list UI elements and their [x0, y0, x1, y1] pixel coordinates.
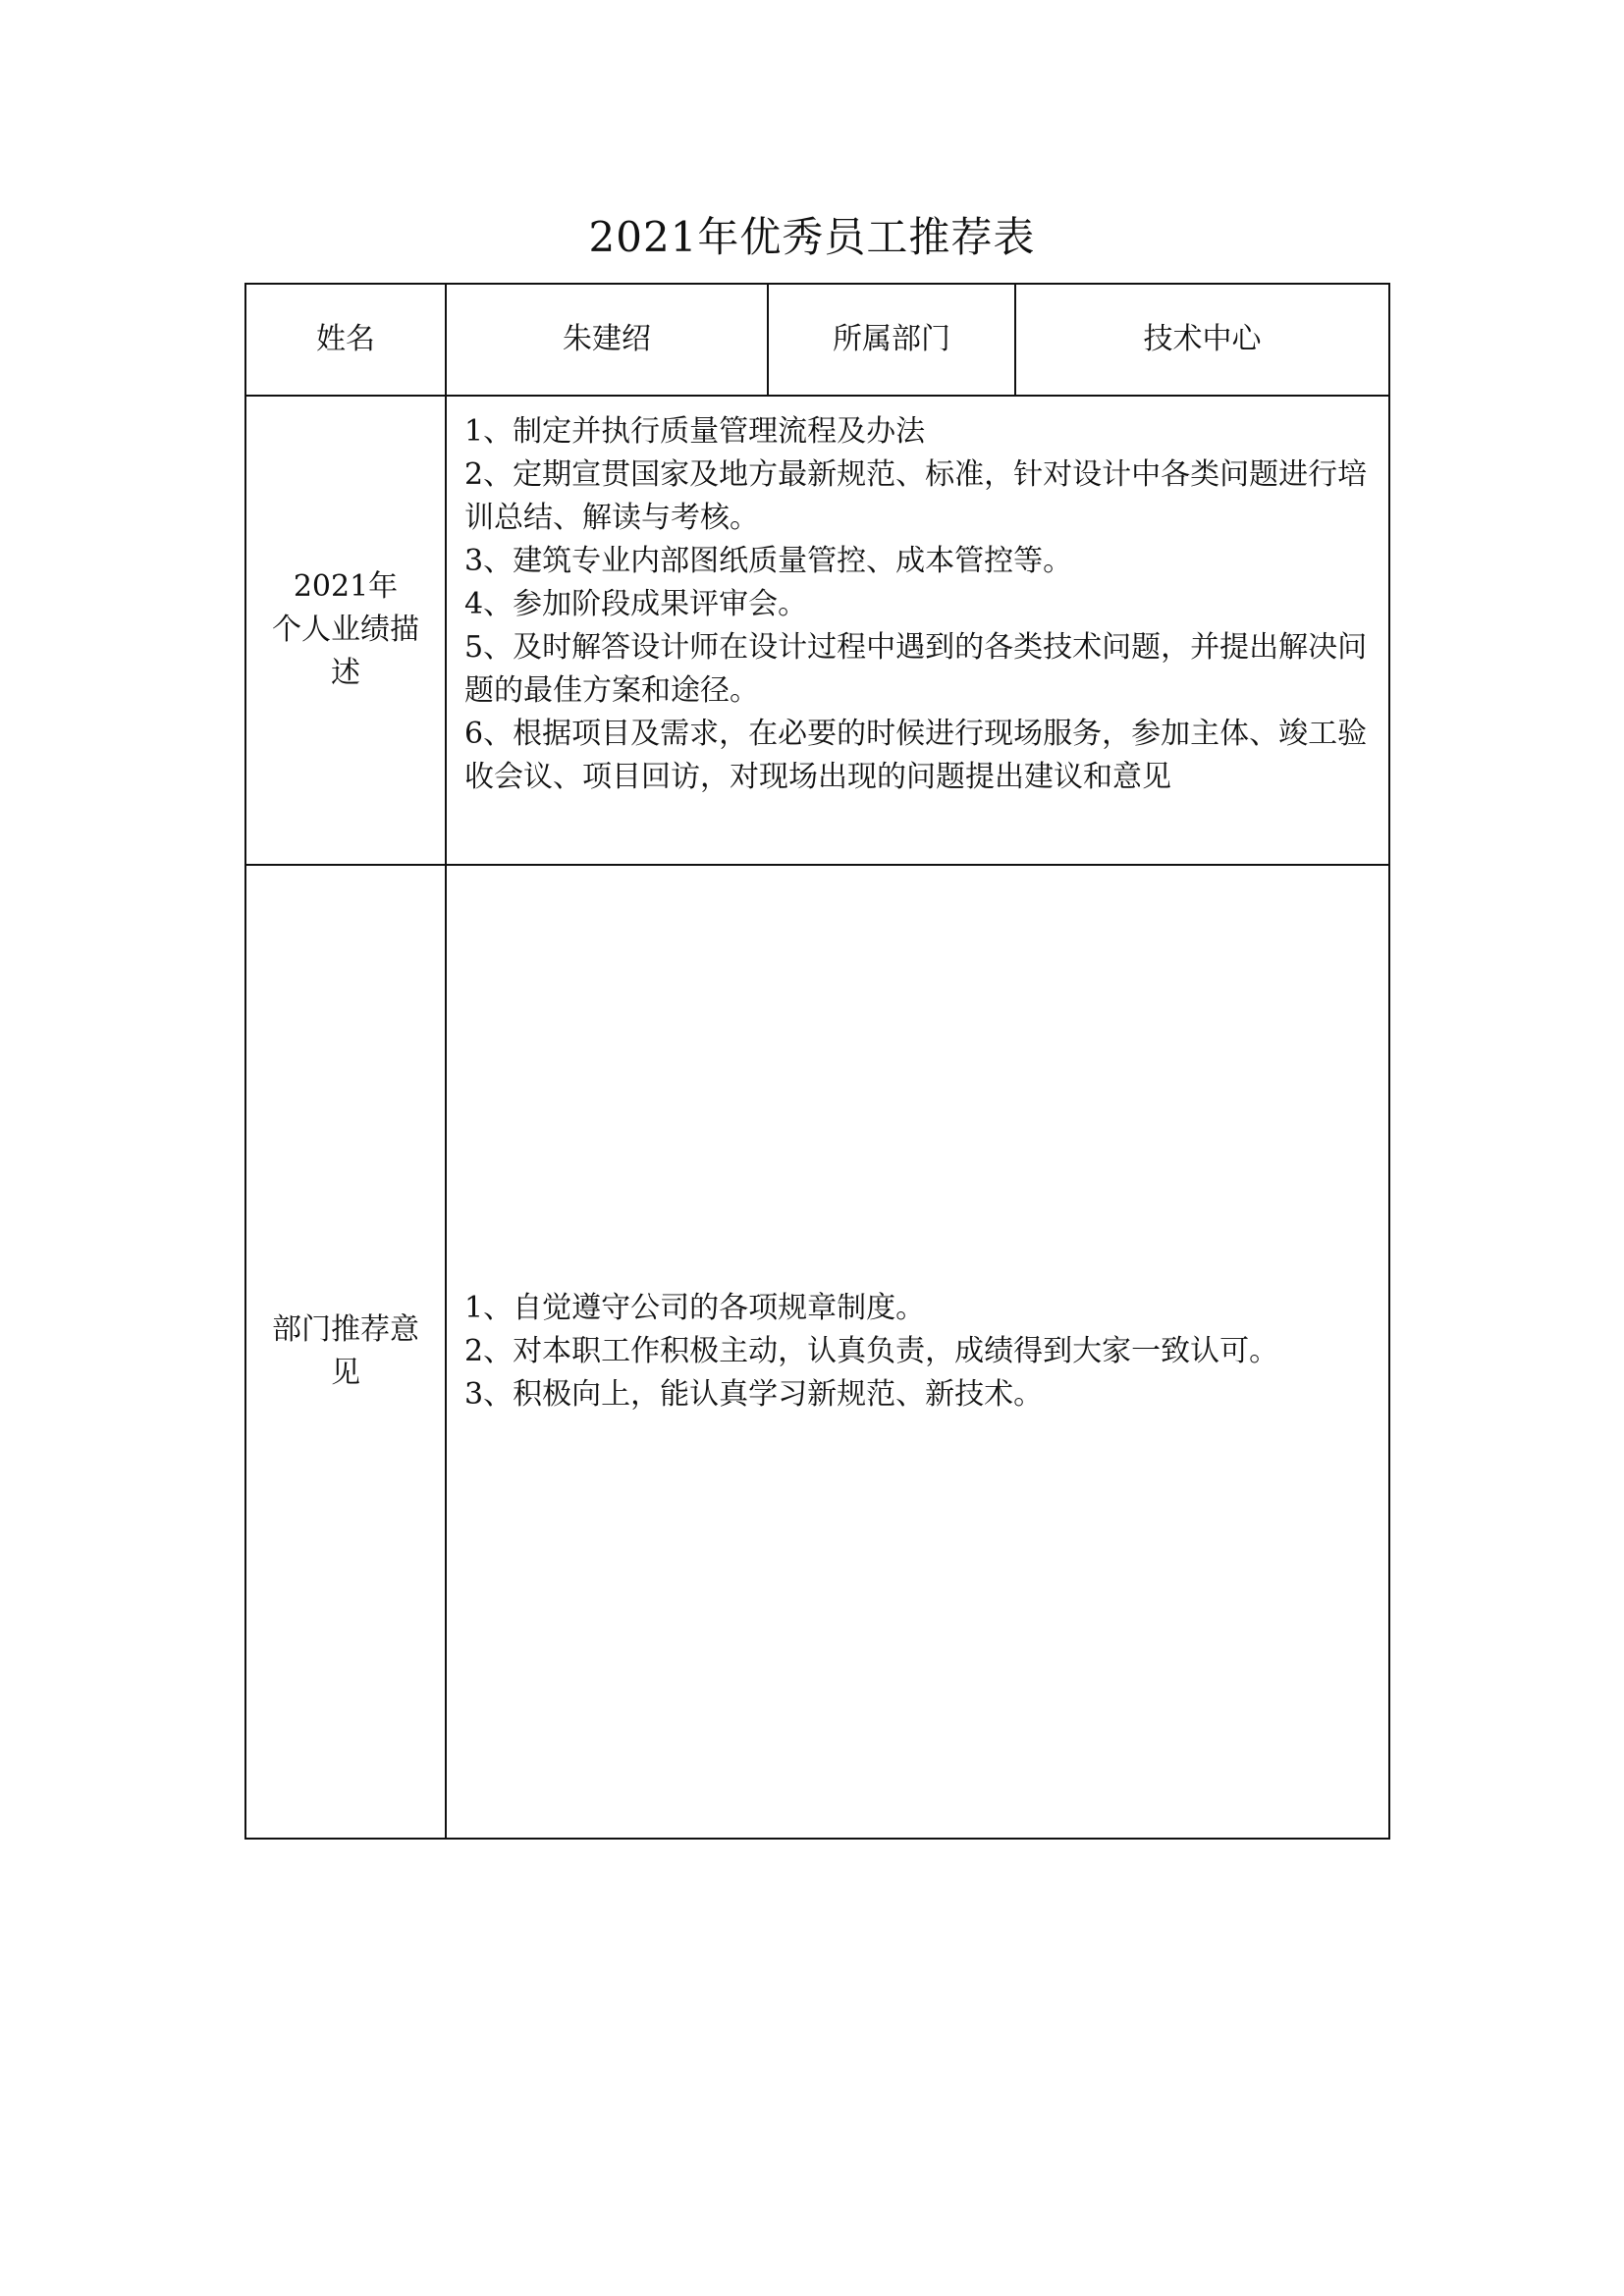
performance-label-line-1: 2021年: [293, 569, 399, 604]
performance-item: 6、根据项目及需求，在必要的时候进行现场服务，参加主体、竣工验收会议、项目回访，对现场出现的问题提出建议和意见: [464, 717, 1368, 794]
name-label: 姓名: [245, 284, 446, 396]
performance-label: [245, 396, 446, 865]
department-item: 1、自觉遵守公司的各项规章制度。: [464, 1291, 926, 1325]
page-title: 2021年优秀员工推荐表: [588, 213, 1036, 261]
department-item: 3、积极向上，能认真学习新规范、新技术。: [464, 1377, 1044, 1412]
performance-item: 5、及时解答设计师在设计过程中遇到的各类技术问题，并提出解决问题的最佳方案和途径。: [464, 630, 1368, 708]
department-item: 2、对本职工作积极主动，认真负责，成绩得到大家一致认可。: [464, 1334, 1279, 1368]
dept-value: 技术中心: [1015, 284, 1389, 396]
header-row: [245, 284, 1389, 396]
performance-row: [245, 396, 1389, 865]
department-label-line-2: 见: [331, 1356, 360, 1390]
name-value: 朱建绍: [446, 284, 768, 396]
performance-item: 4、参加阶段成果评审会。: [464, 587, 808, 621]
performance-content: [446, 396, 1389, 865]
dept-label: 所属部门: [768, 284, 1015, 396]
performance-label-line-2: 个人业绩描: [272, 613, 419, 647]
performance-label-line-3: 述: [331, 656, 360, 690]
performance-item: 1、制定并执行质量管理流程及办法: [464, 414, 926, 449]
department-label: [245, 865, 446, 1839]
performance-item: 2、定期宣贯国家及地方最新规范、标准，针对设计中各类问题进行培训总结、解读与考核。: [464, 457, 1368, 535]
department-row: [245, 865, 1389, 1839]
department-label-line-1: 部门推荐意: [272, 1312, 419, 1347]
performance-item: 3、建筑专业内部图纸质量管控、成本管控等。: [464, 544, 1073, 578]
department-content: [446, 865, 1389, 1839]
recommendation-table: [244, 283, 1390, 1840]
